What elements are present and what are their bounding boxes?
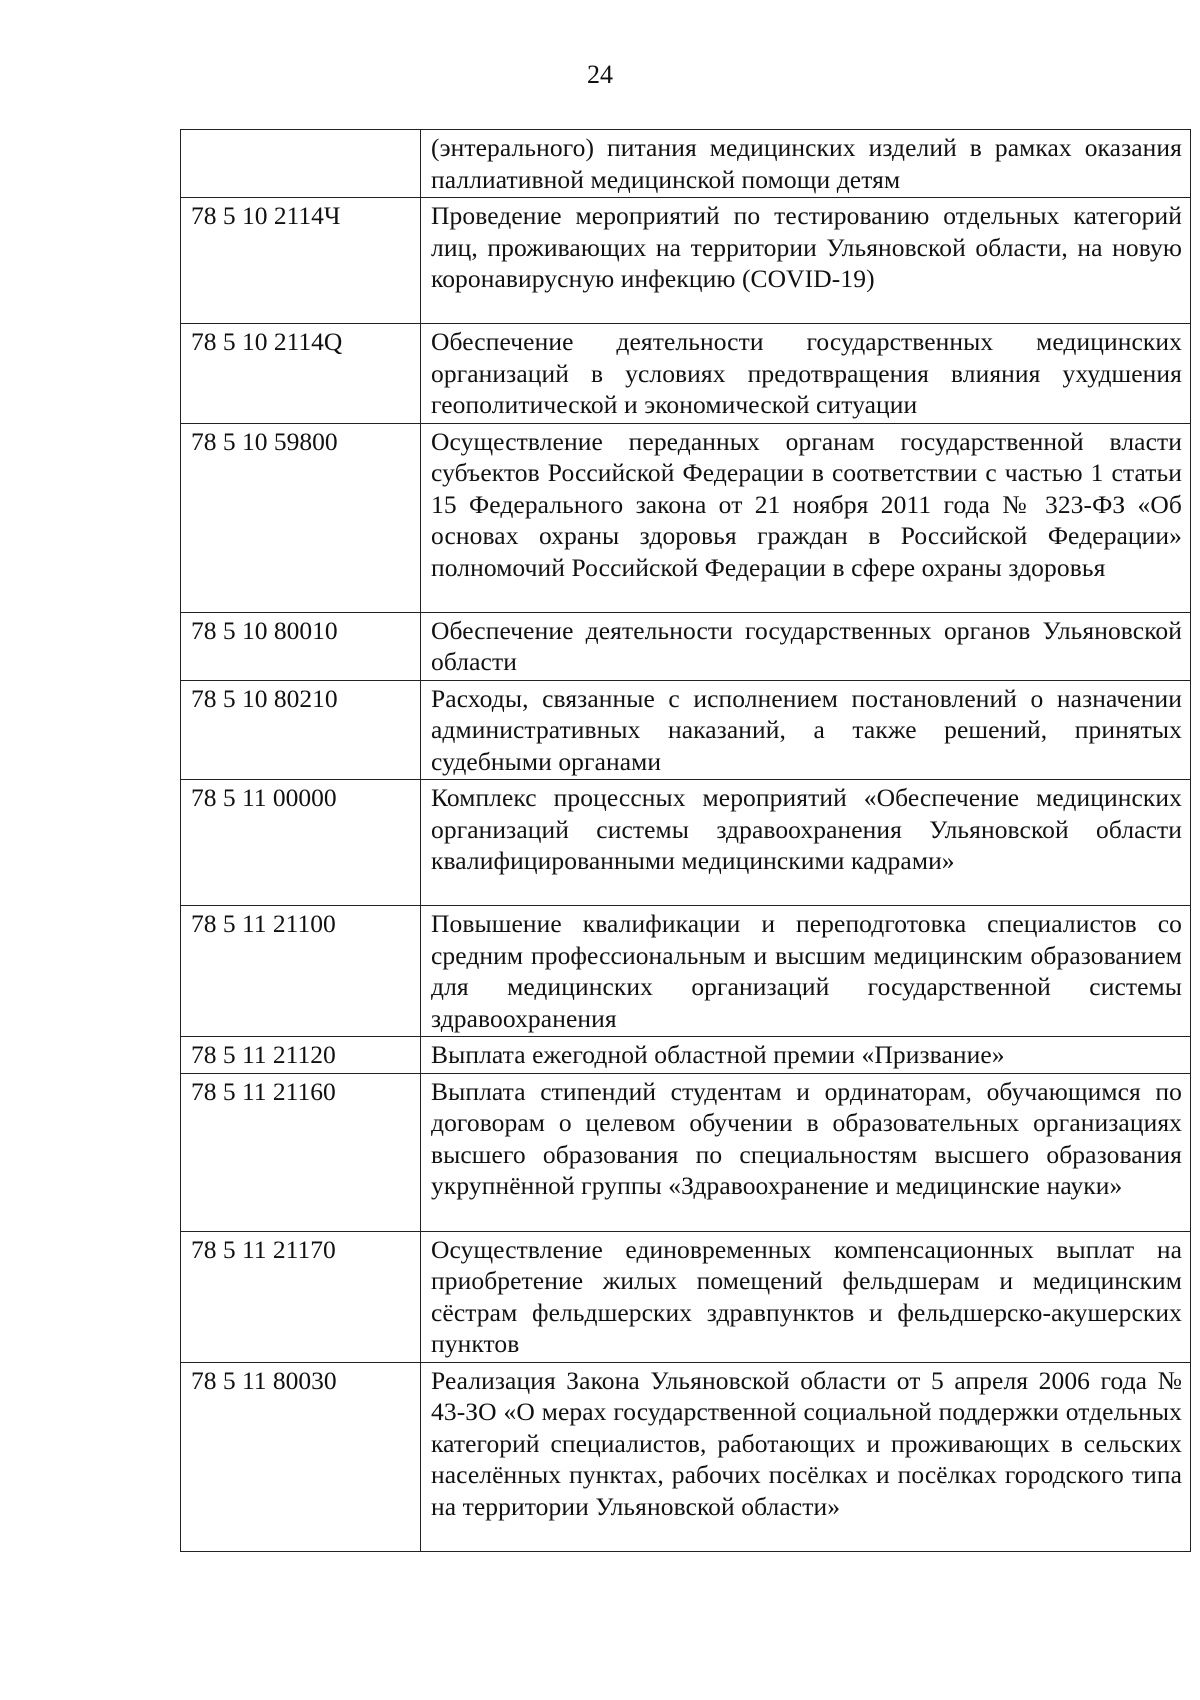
table-row [181,680,1191,780]
expense-description: Расходы, связанные с исполнением постановлений о назначении административных наказаний, а также решений, принятых судебными органами [421,680,1191,780]
classification-code: 78 5 10 80010 [181,612,421,680]
table-row [181,780,1191,906]
classification-code: 78 5 11 21160 [181,1073,421,1231]
table-row [181,906,1191,1037]
expense-description: Проведение мероприятий по тестированию отдельных категорий лиц, проживающих на территории Ульяновской области, на новую коронавирусную инфекцию (COVID-19) [421,198,1191,324]
classification-code: 78 5 11 00000 [181,780,421,906]
expense-description: Комплекс процессных мероприятий «Обеспечение медицинских организаций системы здравоохранения Ульяновской области квалифицированными медицинскими кадрами» [421,780,1191,906]
classification-code: 78 5 11 21170 [181,1231,421,1362]
classification-code [181,130,421,198]
page-number: 24 [587,60,613,89]
table-row [181,612,1191,680]
table-row [181,423,1191,612]
classification-code: 78 5 11 21100 [181,906,421,1037]
expense-description: Осуществление единовременных компенсационных выплат на приобретение жилых помещений фельдшерам и медицинским сёстрам фельдшерских здравпунктов и фельдшерско-акушерских пунктов [421,1231,1191,1362]
expense-description: Реализация Закона Ульяновской области от 5 апреля 2006 года № 43-ЗО «О мерах государственной социальной поддержки отдельных категорий специалистов, работающих и проживающих в сельских населённых пунктах, рабочих посёлках и посёлках городского типа на территории Ульяновской области» [421,1362,1191,1551]
table-row [181,1231,1191,1362]
budget-classification-table [180,129,1191,1552]
table-row [181,1073,1191,1231]
classification-code: 78 5 11 21120 [181,1037,421,1074]
classification-code: 78 5 10 80210 [181,680,421,780]
expense-description: Выплата стипендий студентам и ординаторам, обучающимся по договорам о целевом обучении в образовательных организациях высшего образования по специальностям высшего образования укрупнённой группы «Здравоохранение и медицинские науки» [421,1073,1191,1231]
expense-description: Обеспечение деятельности государственных органов Ульяновской области [421,612,1191,680]
expense-description: Осуществление переданных органам государственной власти субъектов Российской Федерации в соответствии с частью 1 статьи 15 Федерального закона от 21 ноября 2011 года № 323-ФЗ «Об основах охраны здоровья граждан в Российской Федерации» полномочий Российской Федерации в сфере охраны здоровья [421,423,1191,612]
table-row [181,130,1191,198]
expense-description: Выплата ежегодной областной премии «Призвание» [421,1037,1191,1074]
table-row [181,198,1191,324]
expense-description: Повышение квалификации и переподготовка специалистов со средним профессиональным и высшим медицинским образованием для медицинских организаций государственной системы здравоохранения [421,906,1191,1037]
expense-description: Обеспечение деятельности государственных медицинских организаций в условиях предотвращения влияния ухудшения геополитической и экономической ситуации [421,324,1191,424]
classification-code: 78 5 10 2114Q [181,324,421,424]
table-row [181,324,1191,424]
expense-description: (энтерального) питания медицинских изделий в рамках оказания паллиативной медицинской помощи детям [421,130,1191,198]
classification-code: 78 5 11 80030 [181,1362,421,1551]
table-row [181,1037,1191,1074]
table-row [181,1362,1191,1551]
classification-code: 78 5 10 59800 [181,423,421,612]
classification-code: 78 5 10 2114Ч [181,198,421,324]
